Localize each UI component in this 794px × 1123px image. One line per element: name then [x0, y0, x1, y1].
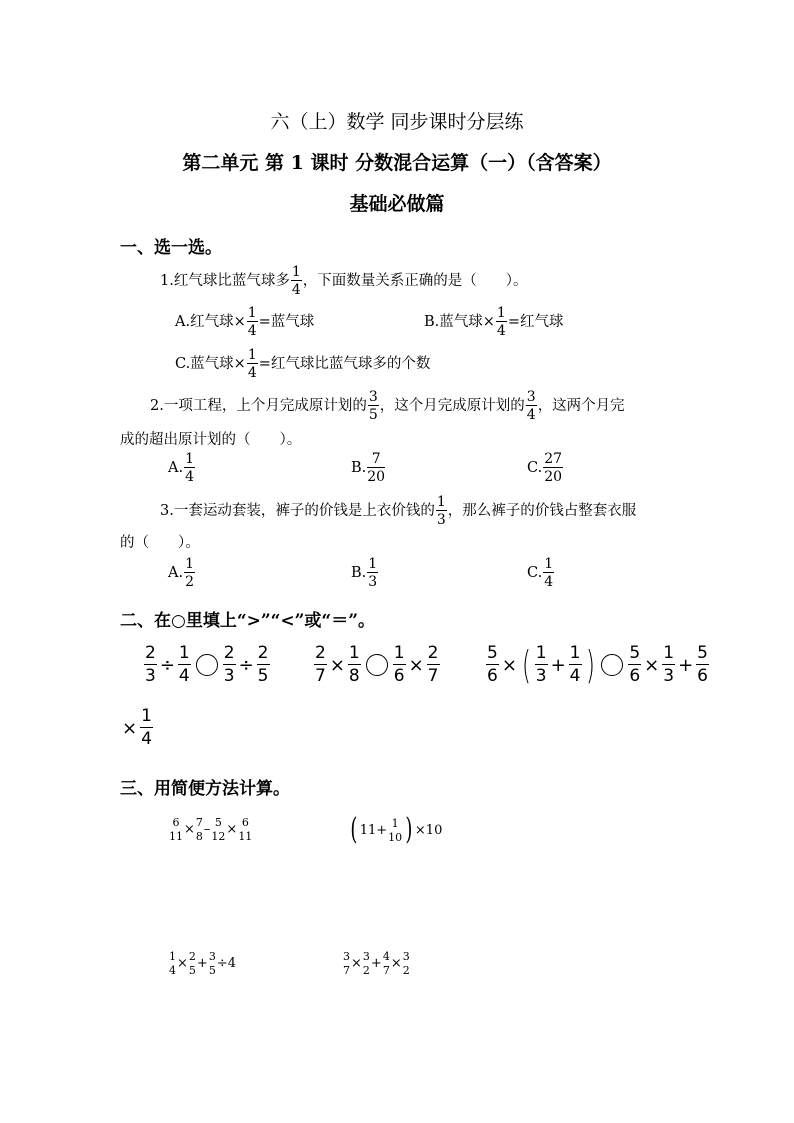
q3-option-b: B. 1 3 — [351, 556, 378, 590]
calc-expression-3: 1 4 × 2 5 + 3 5 ÷ 4 — [169, 950, 236, 977]
q1-option-b-fraction: $\frac{1}{4}$ — [496, 305, 506, 339]
section1-heading: 一、选一选。 — [120, 238, 222, 258]
q3-stem: 3.一套运动套装，裤子的价钱是上衣价钱的 1 3 ，那么裤子的价钱占整套衣服 — [160, 494, 637, 528]
q1-option-c-fraction: $\frac{1}{4}$ — [247, 347, 257, 381]
q2-option-c: C. 27 20 — [527, 451, 563, 485]
q1-fraction: 1 4 — [291, 264, 301, 298]
page-title: 六（上）数学 同步课时分层练 — [270, 111, 524, 133]
q1-suffix: ，下面数量关系正确的是（ ）。 — [302, 272, 528, 289]
q2-fraction-2: 3 4 — [526, 389, 536, 423]
level-title: 基础必做篇 — [349, 193, 445, 215]
q3-stem-line2: 的（ ）。 — [120, 535, 200, 551]
calc-expression-1: 6 11 × 7 8 – 5 12 × 6 11 — [169, 816, 253, 843]
answer-circle-3[interactable] — [601, 654, 623, 676]
q3-fraction: 1 3 — [436, 494, 446, 528]
page-subtitle: 第二单元 第 1 课时 分数混合运算（一）（含答案） — [182, 152, 612, 174]
q2-stem-line2: 成的超出原计划的（ ）。 — [120, 432, 302, 448]
section2-heading: 二、在○里填上“>”“<”或“＝”。 — [120, 611, 375, 631]
q1-option-a-fraction: $\frac{1}{4}$ — [247, 305, 257, 339]
answer-circle-1[interactable] — [196, 654, 218, 676]
calc-expression-4: 3 7 × 3 2 + 4 7 × 3 2 — [343, 950, 410, 977]
q3-option-c: C. 1 4 — [527, 556, 554, 590]
calc-expression-2: ( 11 + 1 10 ) × 10 — [350, 812, 443, 847]
q1-option-a: A.红气球× $\frac{1}{4}$ =蓝气球 — [175, 305, 315, 339]
compare-expression-2: $\frac{2}{7}$ × $\frac{1}{8}$ $\frac{1}{6}$ × $\frac{2}{7}$ — [315, 643, 439, 686]
q3-option-a: A. 1 2 — [168, 556, 195, 590]
q2-option-b: B. 7 20 — [351, 451, 386, 485]
q2-fraction-1: 3 5 — [368, 389, 378, 423]
compare-expression-3: $\frac{5}{6}$ × ( 1 3 + $\frac{1}{4}$ ) $\frac{5}{6}$ × $\frac{1}{3}$ + $\frac{5}{6}$ — [487, 643, 708, 687]
compare-expression-1: $\frac{2}{3}$ ÷ $\frac{1}{4}$ $\frac{2}{3}$ ÷ $\frac{2}{5}$ — [145, 643, 269, 686]
answer-circle-2[interactable] — [366, 654, 388, 676]
q2-option-a: A. 1 4 — [168, 451, 195, 485]
q1-option-b: B.蓝气球× $\frac{1}{4}$ =红气球 — [424, 305, 564, 339]
section3-heading: 三、用简便方法计算。 — [120, 779, 290, 799]
compare-expression-3-continued: × $\frac{1}{4}$ — [122, 706, 152, 749]
q1-option-c: C.蓝气球× $\frac{1}{4}$ =红气球比蓝气球多的个数 — [175, 347, 431, 381]
q1-prefix: 1.红气球比蓝气球多 — [160, 272, 290, 289]
q2-stem: 2.一项工程，上个月完成原计划的 3 5 ，这个月完成原计划的 3 4 ，这两个月完 — [150, 389, 625, 423]
q1-stem — [160, 265, 528, 297]
